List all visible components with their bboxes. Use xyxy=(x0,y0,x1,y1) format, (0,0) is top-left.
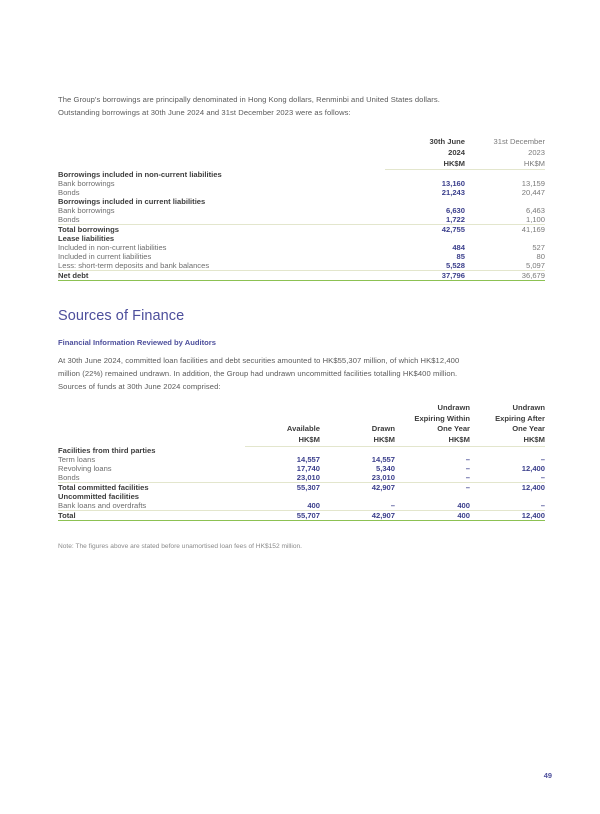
row-value-undrawn-within: – xyxy=(395,473,470,483)
intro-paragraph xyxy=(58,93,545,119)
row-value-undrawn-within xyxy=(395,446,470,455)
header-available-unit: HK$M xyxy=(245,435,320,446)
header-drawn-unit: HK$M xyxy=(320,435,395,446)
intro-line-1: The Group's borrowings are principally denominated in Hong Kong dollars, Renminbi and United States dollars. xyxy=(58,95,440,104)
row-value-previous xyxy=(465,170,545,179)
row-value-undrawn-within xyxy=(395,492,470,501)
row-value-previous: 20,447 xyxy=(521,187,545,197)
header-blank xyxy=(58,159,385,170)
row-label: Bank borrowings xyxy=(58,178,115,188)
header-undrawn-within-line3: One Year xyxy=(437,424,470,434)
sources-line-1: At 30th June 2024, committed loan facilities and debt securities amounted to HK$55,307 million, of which HK$12,400 xyxy=(58,355,460,365)
row-value-undrawn-after: – xyxy=(470,501,545,511)
row-label: Uncommitted facilities xyxy=(58,492,140,502)
table-row xyxy=(58,446,545,455)
table-row xyxy=(58,483,545,493)
table-row xyxy=(58,179,545,188)
row-value-drawn: – xyxy=(320,501,395,511)
row-label: Bonds xyxy=(58,473,245,483)
row-value-current: 5,528 xyxy=(385,261,465,271)
row-value-undrawn-after: – xyxy=(470,473,545,483)
facilities-table-head xyxy=(58,403,545,446)
header-blank xyxy=(58,435,245,446)
spacer xyxy=(58,521,545,543)
row-label: Bonds xyxy=(58,187,80,197)
header-undrawn-after-unit: HK$M xyxy=(470,435,545,446)
row-value-current: 85 xyxy=(456,251,465,261)
table-row xyxy=(58,206,545,215)
header-available-line2 xyxy=(245,414,320,425)
row-value-current: 6,630 xyxy=(445,205,465,215)
row-value-drawn: 23,010 xyxy=(320,473,395,483)
row-value-available xyxy=(245,446,320,455)
row-value-current: 37,796 xyxy=(385,270,465,280)
table-row xyxy=(58,234,545,243)
row-label: Included in non-current liabilities xyxy=(58,242,167,252)
spacer xyxy=(58,281,545,308)
header-undrawn-within-line1: Undrawn xyxy=(437,403,470,413)
table-header-row-3 xyxy=(58,424,545,435)
row-label: Facilities from third parties xyxy=(58,446,156,456)
table-row xyxy=(58,215,545,225)
row-label: Total committed facilities xyxy=(58,483,149,493)
row-value-undrawn-within: – xyxy=(465,483,470,493)
row-value-current: 42,755 xyxy=(441,224,465,234)
row-label: Total xyxy=(58,511,245,521)
facilities-table-body xyxy=(58,446,545,521)
row-label: Bank borrowings xyxy=(58,205,115,215)
table-header-row-1 xyxy=(58,137,545,148)
table-row xyxy=(58,492,545,501)
row-label: Total borrowings xyxy=(58,224,120,234)
table-row xyxy=(58,261,545,271)
table-row xyxy=(58,243,545,252)
sources-line-2: million (22%) remained undrawn. In addition, the Group had undrawn uncommitted facilities totalling HK$400 million. xyxy=(58,368,458,378)
footnote: Note: The figures above are stated before unamortised loan fees of HK$152 million. xyxy=(58,543,302,551)
table-row xyxy=(58,224,545,234)
row-value-previous: 36,679 xyxy=(465,270,545,280)
row-label: Lease liabilities xyxy=(58,233,115,243)
table-row xyxy=(58,511,545,521)
header-undrawn-within-line2: Expiring Within xyxy=(414,413,470,423)
page-number: 49 xyxy=(543,771,552,780)
row-label: Less: short-term deposits and bank balances xyxy=(58,261,385,271)
row-value-undrawn-after xyxy=(470,446,545,455)
spacer xyxy=(58,119,545,137)
header-available-line3: Available xyxy=(286,424,320,434)
table-header-row-3 xyxy=(58,159,545,170)
table-row xyxy=(58,270,545,280)
row-value-current: 21,243 xyxy=(441,187,465,197)
row-label: Borrowings included in non-current liabilities xyxy=(58,169,222,179)
row-label: Revolving loans xyxy=(58,464,112,474)
header-previous-line2: 2023 xyxy=(528,148,545,157)
row-value-undrawn-within: – xyxy=(465,464,470,474)
row-value-current: 484 xyxy=(452,242,465,252)
header-undrawn-after-line1: Undrawn xyxy=(512,403,545,413)
table-row xyxy=(58,188,545,197)
header-current-unit: HK$M xyxy=(385,159,465,170)
table-header-row-2 xyxy=(58,414,545,425)
header-undrawn-after-line2: Expiring After xyxy=(495,413,545,423)
header-current-line2: 2024 xyxy=(448,148,465,157)
sources-line-3: Sources of funds at 30th June 2024 comprised: xyxy=(58,382,221,392)
row-label: Bank loans and overdrafts xyxy=(58,501,245,511)
header-blank xyxy=(58,403,245,414)
row-value-drawn xyxy=(320,492,395,501)
table-row xyxy=(58,473,545,483)
row-value-previous: 41,169 xyxy=(521,224,545,234)
borrowings-table-body xyxy=(58,170,545,281)
header-blank xyxy=(58,414,245,425)
table-header-row-1 xyxy=(58,403,545,414)
row-value-drawn: 42,907 xyxy=(371,483,395,493)
row-value-available: 14,557 xyxy=(296,455,320,465)
row-value-previous: 6,463 xyxy=(525,205,545,215)
header-blank xyxy=(58,137,385,148)
row-value-available: 17,740 xyxy=(296,464,320,474)
table-row xyxy=(58,464,545,473)
row-value-undrawn-after: 12,400 xyxy=(521,464,545,474)
header-drawn-line1 xyxy=(320,403,395,414)
row-label: Included in current liabilities xyxy=(58,251,152,261)
header-undrawn-after-line3: One Year xyxy=(512,424,545,434)
borrowings-table xyxy=(58,137,545,280)
row-value-drawn xyxy=(320,446,395,455)
table-row xyxy=(58,170,545,179)
header-blank xyxy=(58,424,245,435)
facilities-table xyxy=(58,403,545,521)
row-label: Term loans xyxy=(58,455,96,465)
row-value-available: 55,707 xyxy=(245,511,320,521)
row-value-undrawn-within: 400 xyxy=(395,501,470,511)
table-row xyxy=(58,252,545,261)
sources-paragraph xyxy=(58,354,545,394)
row-value-current: 1,722 xyxy=(385,215,465,225)
row-value-previous: 5,097 xyxy=(465,261,545,271)
intro-line-2: Outstanding borrowings at 30th June 2024 and 31st December 2023 were as follows: xyxy=(58,108,351,118)
header-undrawn-within-unit: HK$M xyxy=(395,435,470,446)
row-value-previous: 527 xyxy=(532,242,545,252)
row-value-undrawn-after: 12,400 xyxy=(521,483,545,493)
table-row xyxy=(58,455,545,464)
row-value-available: 23,010 xyxy=(245,473,320,483)
page-title: Sources of Finance xyxy=(58,307,185,324)
table-row xyxy=(58,501,545,511)
table-header-row-4 xyxy=(58,435,545,446)
row-value-undrawn-after xyxy=(470,492,545,501)
row-value-undrawn-within: 400 xyxy=(395,511,470,521)
row-value-undrawn-within: – xyxy=(465,455,470,465)
row-label: Borrowings included in current liabilities xyxy=(58,196,206,206)
row-label: Bonds xyxy=(58,215,385,225)
header-drawn-line3: Drawn xyxy=(371,424,395,434)
row-value-current xyxy=(385,170,465,179)
row-value-previous: 13,159 xyxy=(521,178,545,188)
row-value-current: 13,160 xyxy=(441,178,465,188)
spacer xyxy=(58,393,545,403)
borrowings-table-head xyxy=(58,137,545,169)
row-value-available xyxy=(245,492,320,501)
row-value-available: 55,307 xyxy=(296,483,320,493)
row-value-drawn: 14,557 xyxy=(371,455,395,465)
spacer xyxy=(58,347,545,354)
table-row xyxy=(58,197,545,206)
row-value-current xyxy=(385,197,465,206)
row-value-current xyxy=(385,234,465,243)
header-drawn-line2 xyxy=(320,414,395,425)
header-blank xyxy=(58,148,385,159)
row-value-previous: 1,100 xyxy=(465,215,545,225)
row-label: Net debt xyxy=(58,270,385,280)
row-value-undrawn-after: 12,400 xyxy=(470,511,545,521)
header-previous-unit: HK$M xyxy=(465,159,545,170)
spacer xyxy=(58,324,545,338)
header-available-line1 xyxy=(245,403,320,414)
page-content xyxy=(58,93,545,550)
row-value-drawn: 5,340 xyxy=(375,464,395,474)
row-value-previous: 80 xyxy=(536,251,545,261)
row-value-previous xyxy=(465,197,545,206)
table-header-row-2 xyxy=(58,148,545,159)
row-value-undrawn-after: – xyxy=(540,455,545,465)
header-previous-line1: 31st December xyxy=(493,137,545,147)
row-value-drawn: 42,907 xyxy=(320,511,395,521)
row-value-available: 400 xyxy=(245,501,320,511)
header-current-line1: 30th June xyxy=(429,137,465,147)
subsection-title: Financial Information Reviewed by Auditors xyxy=(58,337,216,347)
row-value-previous xyxy=(465,234,545,243)
